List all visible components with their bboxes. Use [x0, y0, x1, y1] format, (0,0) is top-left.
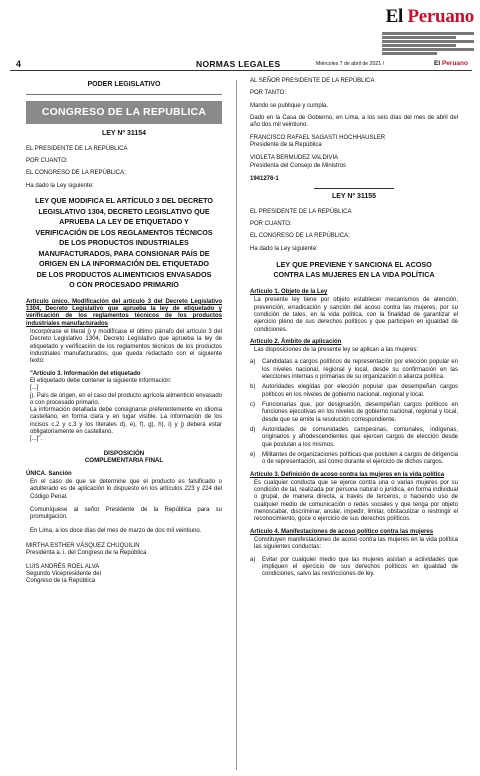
list-item [250, 557, 458, 579]
mando: Mando se publique y cumpla. [250, 102, 329, 109]
signature-block-1 [26, 543, 222, 558]
list-marker: b) [250, 384, 256, 391]
list-item [250, 384, 458, 399]
law-title-2: LEY QUE PREVIENE Y SANCIONA EL ACOSO CONTRA LAS MUJERES EN LA VIDA POLÍTICA [273, 259, 435, 280]
ha-dado: Ha dado la Ley siguiente: [26, 182, 94, 189]
signer-name: FRANCISCO RAFAEL SAGASTI HOCHHAUSLER [250, 134, 386, 141]
right-column [250, 78, 458, 584]
ley-number-2: LEY Nº 31155 [331, 193, 377, 201]
art3-body: Es cualquier conducta que se ejerce contra una o varias mujeres por su condición de tal, realizada por persona natural o jurídica, en forma individual o grupal, de manera directa, a través de terceros, o haciendo uso de cualquier medio de comunicación o redes sociales y que tenga por objeto menoscabar, discriminar, anular, impedir, limitar, obstaculizar o restringir el reconocimiento, goce o ejercicio de sus derechos políticos. [254, 479, 458, 523]
art3-heading-text: Artículo 3. Definición de acoso contra las mujeres en la vida política [250, 471, 445, 478]
art4-body: Constituyen manifestaciones de acoso contra las mujeres en la vida política las siguientes conductas: [254, 537, 458, 551]
header-logo [434, 60, 468, 68]
ha-dado: Ha dado la Ley siguiente: [250, 245, 318, 252]
signer-name: LUIS ANDRÉS ROEL ALVA [26, 563, 100, 570]
logo-el: El [385, 6, 404, 27]
art3-heading [250, 472, 458, 479]
presidente-line: EL PRESIDENTE DE LA REPÚBLICA [250, 208, 352, 215]
al-senor: AL SEÑOR PRESIDENTE DE LA REPÚBLICA [250, 78, 375, 84]
list-item [250, 427, 458, 449]
sancion-body: En el caso de que se determine que el producto es falsificado o adulterado es de aplicación lo dispuesto en los artículos 223 y 224 del Código Penal. [30, 479, 222, 500]
list-marker: c) [250, 402, 255, 408]
signer-role: Segundo Vicepresidente del [26, 570, 101, 577]
art1-heading-text: Artículo 1. Objeto de la Ley [250, 288, 328, 295]
logo-peruano: Peruano [407, 6, 474, 27]
list-item [250, 452, 458, 467]
list-text: Funcionarias que, por designación, desempeñan cargos políticos en funciones ejecutivas en los niveles de gobierno nacional, regional y local, desde que se emite la resolución correspondiente. [262, 402, 458, 423]
articulo-unico-heading [26, 299, 222, 328]
signature-block-2 [26, 564, 222, 586]
law-title: LEY QUE MODIFICA EL ARTÍCULO 3 DEL DECRETO LEGISLATIVO 1304, DECRETO LEGISLATIVO QUE APRUEBA LA LEY DE ETIQUETADO Y VERIFICACIÓN DE LOS REGLAMENTOS TÉCNICOS DE LOS PRODUCTOS INDUSTRIALES MANUFACTURADOS, PARA CONSIGNAR PAÍS DE ORIGEN EN LA INFORMACIÓN DEL ETIQUETADO DE LOS PRODUCTOS ALIMENTICIOS ENVASADOS O CON PROCESADO PRIMARIO [35, 196, 213, 290]
quote-item-j: j). País de origen, en el caso del producto agrícola alimenticio envasado o con procesado primario. [30, 392, 222, 406]
ley-number: LEY Nº 31154 [101, 130, 147, 138]
section-title: NORMAS LEGALES [196, 59, 281, 69]
page-number: 4 [16, 59, 22, 69]
comuniquese: Comuníquese al señor Presidente de la República para su promulgación. [30, 507, 222, 521]
articulo-unico-heading-text: Artículo único. Modificación del artículo 3 del Decreto Legislativo 1304, Decreto Legislativo que aprueba la ley de etiquetado y verificación de los reglamentos técnicos de los productos industriales manufacturados [26, 298, 222, 327]
list-text: Militantes de organizaciones políticas que postulen a cargos de dirigencia o de representación, así como durante el ejercicio de dichos cargos. [262, 451, 458, 466]
art4-heading-text: Artículo 4. Manifestaciones de acoso político contra las mujeres [250, 528, 434, 535]
header-logo-prefix: El [434, 60, 442, 67]
art2-heading [250, 339, 458, 346]
presidente-line: EL PRESIDENTE DE LA REPÚBLICA [26, 145, 128, 152]
signer-name: MIRTHA ESTHER VÁSQUEZ CHUQUILIN [26, 543, 140, 549]
list-text: Autoridades elegidas por elección popular que desempeñan cargos políticos en los niveles de gobierno nacional, regional y local. [262, 384, 458, 398]
art2-heading-text: Artículo 2. Ámbito de aplicación [250, 338, 342, 345]
por-tanto: POR TANTO: [250, 90, 287, 97]
congreso-banner: CONGRESO DE LA REPUBLICA [26, 101, 222, 125]
list-item [250, 402, 458, 424]
list-item [250, 359, 458, 381]
separator-line [314, 188, 394, 189]
disposicion-title: DISPOSICIÓN [103, 449, 145, 457]
art2-list [250, 359, 458, 466]
sancion-heading: ÚNICA. Sanción [26, 470, 72, 477]
quote-ellipsis-end: [...]". [30, 436, 43, 443]
page-header [10, 58, 472, 71]
signer-role: Presidenta del Consejo de Ministros [250, 162, 347, 169]
signer-name: VIOLETA BERMÚDEZ VALDIVIA [250, 155, 339, 162]
list-marker: d) [250, 426, 256, 433]
art2-body: Las disposiciones de la presente ley se aplican a las mujeres: [254, 347, 419, 354]
publication-code: 1941276-1 [250, 175, 279, 182]
poder-heading: PODER LEGISLATIVO [26, 78, 222, 95]
congreso-line: EL CONGRESO DE LA REPÚBLICA; [26, 170, 126, 177]
disposicion-subtitle: COMPLEMENTARIA FINAL [84, 457, 164, 465]
dado-en: Dado en la Casa de Gobierno, en Lima, a los seis días del mes de abril del año dos mil veintiuno. [250, 114, 458, 129]
list-marker: e) [250, 451, 256, 458]
list-marker: a) [250, 556, 256, 563]
en-lima: En Lima, a los doce días del mes de marzo de dos mil veintiuno. [30, 527, 202, 534]
signature-block-3 [250, 135, 458, 150]
art1-body: La presente ley tiene por objeto establecer mecanismos de atención, prevención, erradicación y sanción del acoso contra las mujeres, por su condición de tales, en la vida política, con la finalidad de garantizar el ejercicio pleno de sus derechos políticos y que participen en igualdad de condiciones. [254, 297, 458, 333]
por-cuanto: POR CUANTO: [250, 220, 292, 227]
list-text: Candidatas a cargos políticos de representación por elección popular en los niveles nacional, regional y local, desde su confirmación en las elecciones internas o primarias de su organización o alianza política. [262, 359, 458, 381]
left-column [26, 78, 222, 592]
masthead [0, 0, 480, 58]
list-text: Evitar por cualquier medio que las mujeres asistan a actividades que impliquen el ejercicio de sus derechos políticos en igualdad de condiciones, salvo las restricciones de ley. [262, 556, 458, 578]
art1-heading [250, 289, 458, 296]
quoted-article [26, 371, 222, 444]
por-cuanto: POR CUANTO: [26, 158, 68, 165]
quote-line: El etiquetado debe contener la siguiente información: [30, 377, 172, 384]
list-text: Autoridades de comunidades campesinas, comunales, indígenas, originarios y afrodescendientes que ejercen cargos de elección desde que postulan a los mismos. [262, 426, 458, 448]
signature-block-4 [250, 155, 458, 170]
column-divider [236, 80, 237, 770]
art4-heading [250, 529, 458, 536]
quote-ellipsis: [...] [30, 385, 39, 392]
signer-role: Presidente de la República [250, 141, 322, 148]
logo-fine-print [382, 32, 474, 57]
signer-role: Congreso de la República [26, 578, 96, 585]
quote-body: La información detallada debe consignarse preferentemente en idioma castellano, en forma clara y en lugar visible. La información de los incisos c.2 y c.3 y los literales d), e), f), g), h), i) y j) deberá estar obligatoriamente en castellano. [30, 407, 222, 436]
art4-list [250, 557, 458, 579]
header-logo-suffix: Peruano [441, 60, 468, 67]
header-date: Miércoles 7 de abril de 2021 / [316, 61, 385, 67]
list-marker: a) [250, 359, 256, 366]
el-peruano-logo [386, 5, 474, 28]
quote-title: "Artículo 3. Información del etiquetado [30, 370, 141, 377]
articulo-unico-body: Incorpórase el literal j) y modifícase el último párrafo del artículo 3 del Decreto Legislativo 1304, Decreto Legislativo que aprueba la ley de etiquetado y verificación de los reglamentos técnicos de los productos industriales manufacturados, que queda redactado con el siguiente texto: [30, 329, 222, 365]
congreso-line: EL CONGRESO DE LA REPÚBLICA; [250, 233, 350, 240]
signer-role: Presidenta a. i. del Congreso de la República [26, 550, 147, 557]
